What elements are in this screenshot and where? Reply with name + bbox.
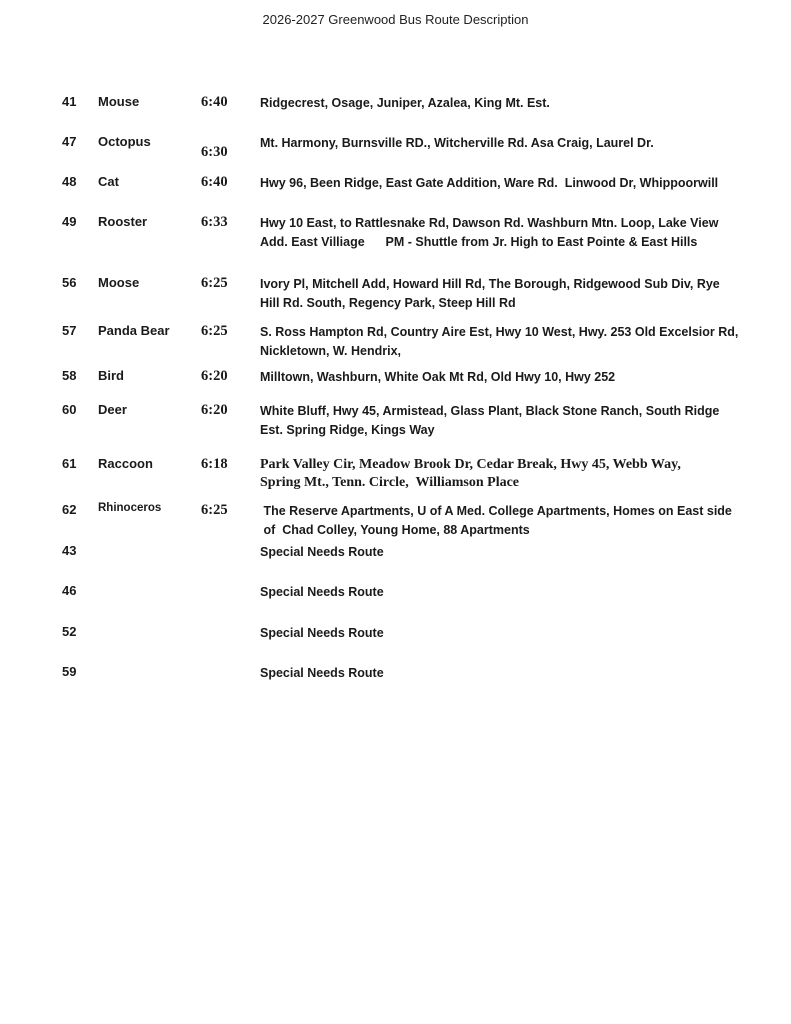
route-name: Panda Bear	[98, 323, 170, 338]
page-title: 2026-2027 Greenwood Bus Route Description	[262, 12, 529, 27]
route-description: Milltown, Washburn, White Oak Mt Rd, Old Hwy 10, Hwy 252	[260, 370, 616, 384]
route-number: 62	[62, 502, 77, 517]
route-name: Cat	[98, 174, 119, 189]
route-number: 47	[62, 134, 77, 149]
route-time: 6:25	[201, 502, 228, 518]
route-name: Octopus	[98, 134, 151, 149]
route-time: 6:20	[201, 402, 228, 418]
route-description: Special Needs Route	[260, 666, 384, 680]
route-time: 6:25	[201, 323, 228, 339]
route-number: 48	[62, 174, 77, 189]
route-number: 56	[62, 275, 77, 290]
route-number: 57	[62, 323, 77, 338]
route-name: Bird	[98, 368, 124, 383]
route-time: 6:20	[201, 368, 228, 384]
route-description: Mt. Harmony, Burnsville RD., Witcherville Rd. Asa Craig, Laurel Dr.	[260, 136, 654, 150]
route-description: The Reserve Apartments, U of A Med. College Apartments, Homes on East side of Chad Colley, Young Home, 88 Apartments	[263, 504, 732, 537]
route-number: 58	[62, 368, 77, 383]
route-description: Special Needs Route	[260, 545, 384, 559]
route-description: Special Needs Route	[260, 585, 384, 599]
route-description: Special Needs Route	[260, 626, 384, 640]
route-description: White Bluff, Hwy 45, Armistead, Glass Plant, Black Stone Ranch, South Ridge Est. Spring Ridge, Kings Way	[260, 404, 720, 437]
route-time: 6:33	[201, 214, 228, 230]
route-number: 60	[62, 402, 77, 417]
route-time: 6:18	[201, 456, 228, 472]
route-number: 46	[62, 583, 77, 598]
route-time: 6:25	[201, 275, 228, 291]
route-name: Raccoon	[98, 456, 153, 471]
route-number: 61	[62, 456, 77, 471]
route-description: Hwy 10 East, to Rattlesnake Rd, Dawson Rd. Washburn Mtn. Loop, Lake View Add. East Villiage PM - Shuttle from Jr. High to East Pointe & East Hills	[260, 216, 719, 249]
route-number: 52	[62, 624, 77, 639]
route-name: Rhinoceros	[98, 502, 162, 514]
route-time: 6:40	[201, 94, 228, 110]
route-description: Ridgecrest, Osage, Juniper, Azalea, King Mt. Est.	[260, 96, 550, 110]
route-description: Hwy 96, Been Ridge, East Gate Addition, Ware Rd. Linwood Dr, Whippoorwill	[260, 176, 719, 190]
route-description: S. Ross Hampton Rd, Country Aire Est, Hwy 10 West, Hwy. 253 Old Excelsior Rd, Nickletown, W. Hendrix,	[260, 325, 739, 358]
route-number: 49	[62, 214, 77, 229]
route-name: Rooster	[98, 214, 148, 229]
route-number: 43	[62, 543, 77, 558]
route-number: 41	[62, 94, 77, 109]
route-name: Deer	[98, 402, 127, 417]
route-name: Mouse	[98, 94, 140, 109]
route-time: 6:30	[201, 144, 228, 160]
route-name: Moose	[98, 275, 140, 290]
route-description: Ivory Pl, Mitchell Add, Howard Hill Rd, The Borough, Ridgewood Sub Div, Rye Hill Rd. South, Regency Park, Steep Hill Rd	[260, 277, 720, 310]
route-time: 6:40	[201, 174, 228, 190]
route-description: Park Valley Cir, Meadow Brook Dr, Cedar Break, Hwy 45, Webb Way, Spring Mt., Tenn. Circle, Williamson Place	[260, 457, 681, 490]
route-number: 59	[62, 664, 77, 679]
